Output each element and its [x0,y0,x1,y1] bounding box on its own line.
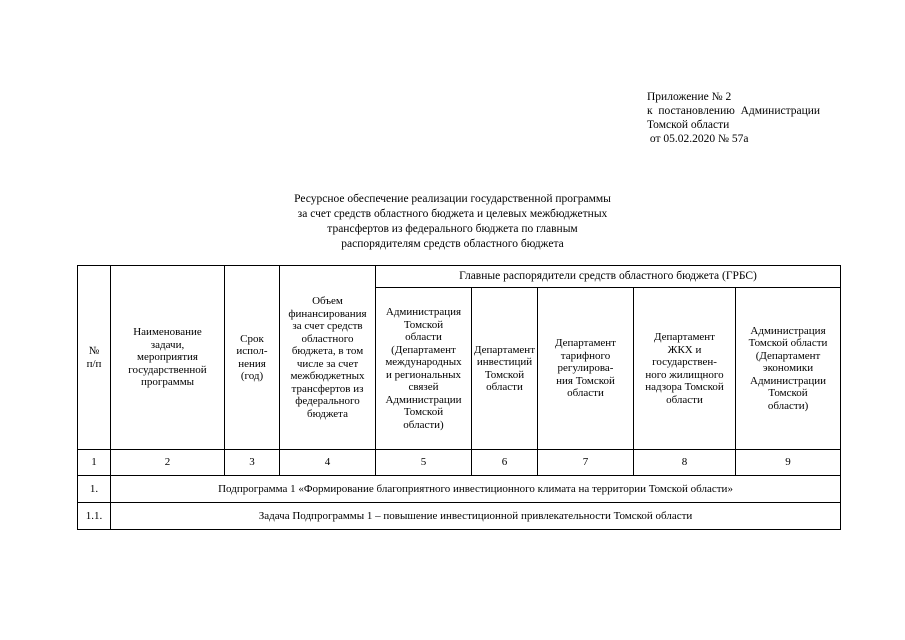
column-number: 8 [634,450,736,476]
header-grbs-admin-econ: Администрация Томской области (Департамент экономики Администрации Томской области) [736,288,841,450]
header-grbs-invest: Департамент инвестиций Томской области [472,288,538,450]
header-term: Срок испол- нения (год) [225,266,280,450]
title-line: Ресурсное обеспечение реализации государственной программы [294,193,611,205]
appendix-line: Томской области [647,119,730,131]
appendix-header [647,90,867,146]
title-line: за счет средств областного бюджета и целевых межбюджетных [297,208,608,220]
column-number: 5 [376,450,472,476]
title-line: распорядителям средств областного бюджета [341,238,564,250]
appendix-line: от 05.02.2020 № 57а [647,133,749,145]
row-number: 1. [78,476,111,503]
header-name: Наименование задачи, мероприятия государственной программы [111,266,225,450]
column-number: 2 [111,450,225,476]
header-grbs: Главные распорядители средств областного бюджета (ГРБС) [376,266,841,288]
row-task: Задача Подпрограммы 1 – повышение инвестиционной привлекательности Томской области [111,503,841,530]
column-number: 9 [736,450,841,476]
column-number: 7 [538,450,634,476]
header-grbs-admin-intl: Администрация Томской области (Департамент международных и региональных связей Администрации Томской области) [376,288,472,450]
appendix-line: к постановлению Администрации [647,105,821,117]
column-number: 6 [472,450,538,476]
table-row [78,503,841,530]
header-volume: Объем финансирования за счет средств областного бюджета, в том числе за счет межбюджетных трансфертов из федерального бюджета [280,266,376,450]
document-title [200,192,705,252]
column-number: 4 [280,450,376,476]
resource-table [77,265,841,530]
header-num: № п/п [78,266,111,450]
appendix-line: Приложение № 2 [647,91,732,103]
header-grbs-zhkh: Департамент ЖКХ и государствен- ного жилищного надзора Томской области [634,288,736,450]
header-grbs-tariff: Департамент тарифного регулирова- ния Томской области [538,288,634,450]
title-line: трансфертов из федерального бюджета по главным [327,223,578,235]
row-number: 1.1. [78,503,111,530]
row-subprogram: Подпрограмма 1 «Формирование благоприятного инвестиционного климата на территории Томской области» [111,476,841,503]
column-number: 1 [78,450,111,476]
column-number: 3 [225,450,280,476]
table-row [78,476,841,503]
